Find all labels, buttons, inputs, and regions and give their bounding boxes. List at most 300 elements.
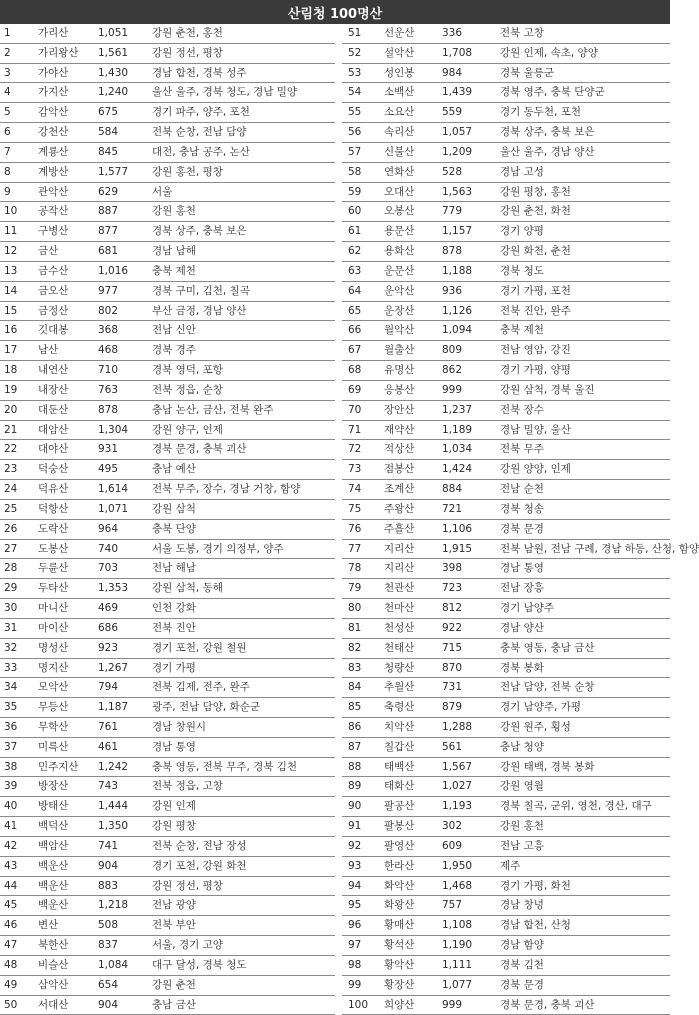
- table-row: [0, 896, 335, 916]
- altitude: 1,439: [442, 86, 473, 99]
- altitude: 741: [98, 839, 119, 852]
- row-number: 17: [4, 344, 18, 357]
- location: 강원 인제, 속초, 양양: [500, 46, 598, 59]
- mountain-name: 월출산: [384, 344, 415, 357]
- table-row: [0, 361, 335, 381]
- location: 전북 정읍, 고창: [152, 780, 223, 793]
- altitude: 1,071: [98, 502, 129, 515]
- mountain-name: 가리산: [38, 27, 69, 39]
- row-number: 30: [4, 602, 18, 615]
- row-number: 100: [348, 998, 369, 1011]
- altitude: 1,187: [98, 701, 129, 714]
- table-row: [0, 559, 335, 579]
- mountain-name: 방장산: [38, 780, 69, 793]
- row-number: 55: [348, 106, 362, 119]
- location: 경남 합천, 경북 성주: [152, 66, 247, 79]
- row-number: 90: [348, 800, 362, 813]
- altitude: 468: [98, 344, 119, 357]
- location: 경기 남양주, 가평: [500, 701, 582, 714]
- altitude: 1,016: [98, 264, 129, 277]
- row-number: 31: [4, 621, 18, 634]
- list-column-right: [342, 24, 699, 1011]
- mountain-name: 금오산: [38, 284, 69, 297]
- mountain-name: 마니산: [38, 602, 69, 615]
- table-row: [342, 599, 670, 619]
- table-row: [342, 321, 670, 341]
- location: 충남 금산: [152, 998, 196, 1011]
- table-row: [0, 540, 335, 560]
- altitude: 1,209: [442, 145, 473, 158]
- location: 강원 화천, 춘천: [500, 245, 571, 258]
- page-title: 산림청 100명산: [0, 0, 670, 24]
- altitude: 1,077: [442, 978, 473, 991]
- location: 전남 해남: [152, 562, 196, 575]
- table-row: [0, 758, 335, 778]
- mountain-name: 장안산: [384, 403, 415, 416]
- row-number: 92: [348, 839, 362, 852]
- row-number: 23: [4, 463, 18, 476]
- row-number: 65: [348, 304, 362, 317]
- mountain-name: 금정산: [38, 304, 69, 317]
- location: 경남 통영: [152, 740, 196, 753]
- mountain-name: 서대산: [38, 998, 69, 1011]
- row-number: 46: [4, 919, 18, 932]
- row-number: 73: [348, 463, 362, 476]
- location: 강원 춘천, 화천: [500, 205, 571, 218]
- table-row: [342, 440, 670, 460]
- location: 경기 가평, 포천: [500, 284, 571, 297]
- mountain-name: 화악산: [384, 879, 415, 892]
- location: 부산 금정, 경남 양산: [152, 304, 247, 317]
- row-number: 56: [348, 126, 362, 139]
- table-row: [342, 718, 670, 738]
- mountain-name: 응봉산: [384, 383, 415, 396]
- row-number: 34: [4, 681, 18, 694]
- list-column-left: [0, 24, 335, 1011]
- location: 전북 고창: [500, 27, 544, 39]
- row-number: 57: [348, 145, 362, 158]
- altitude: 812: [442, 602, 463, 615]
- table-row: [342, 639, 670, 659]
- table-row: [342, 738, 670, 758]
- location: 경남 남해: [152, 245, 196, 258]
- row-number: 29: [4, 582, 18, 595]
- mountain-name: 덕유산: [38, 483, 69, 496]
- row-number: 54: [348, 86, 362, 99]
- mountain-name: 오봉산: [384, 205, 415, 218]
- table-row: [0, 916, 335, 936]
- row-number: 85: [348, 701, 362, 714]
- altitude: 508: [98, 919, 119, 932]
- table-row: [0, 777, 335, 797]
- table-row: [0, 202, 335, 222]
- altitude: 715: [442, 641, 463, 654]
- row-number: 38: [4, 760, 18, 773]
- table-row: [342, 500, 670, 520]
- altitude: 740: [98, 542, 119, 555]
- altitude: 559: [442, 106, 463, 119]
- location: 전북 정읍, 순창: [152, 383, 223, 396]
- location: 경북 상주, 충북 보은: [500, 126, 595, 139]
- table-row: [0, 163, 335, 183]
- row-number: 51: [348, 27, 362, 39]
- mountain-name: 금산: [38, 245, 59, 258]
- row-number: 19: [4, 383, 18, 396]
- altitude: 845: [98, 145, 119, 158]
- row-number: 22: [4, 443, 18, 456]
- table-row: [0, 996, 335, 1015]
- altitude: 731: [442, 681, 463, 694]
- table-row: [0, 103, 335, 123]
- row-number: 11: [4, 225, 18, 238]
- location: 전북 무주, 장수, 경남 거창, 함양: [152, 483, 301, 496]
- altitude: 1,304: [98, 423, 129, 436]
- table-row: [0, 837, 335, 857]
- location: 대전, 충남 공주, 논산: [152, 145, 250, 158]
- table-row: [342, 956, 670, 976]
- table-row: [342, 202, 670, 222]
- altitude: 1,188: [442, 264, 473, 277]
- table-row: [342, 183, 670, 203]
- table-row: [342, 421, 670, 441]
- mountain-name: 남산: [38, 344, 59, 357]
- table-row: [342, 222, 670, 242]
- table-row: [342, 83, 670, 103]
- mountain-name: 백운산: [38, 859, 69, 872]
- location: 강원 원주, 횡성: [500, 720, 571, 733]
- table-row: [0, 817, 335, 837]
- row-number: 25: [4, 502, 18, 515]
- altitude: 1,027: [442, 780, 473, 793]
- location: 충북 영동, 충남 금산: [500, 641, 595, 654]
- mountain-name: 계룡산: [38, 145, 69, 158]
- table-row: [0, 698, 335, 718]
- location: 충북 제천: [500, 324, 544, 337]
- location: 경북 상주, 충북 보은: [152, 225, 247, 238]
- altitude: 1,126: [442, 304, 473, 317]
- altitude: 1,430: [98, 66, 129, 79]
- location: 전남 영암, 강진: [500, 344, 571, 357]
- location: 충북 단양: [152, 522, 196, 535]
- row-number: 77: [348, 542, 362, 555]
- row-number: 47: [4, 939, 18, 952]
- row-number: 42: [4, 839, 18, 852]
- mountain-name: 용화산: [384, 245, 415, 258]
- location: 전북 순창, 전남 장성: [152, 839, 247, 852]
- location: 경남 고성: [500, 165, 544, 178]
- location: 전북 김제, 전주, 완주: [152, 681, 250, 694]
- mountain-name: 변산: [38, 919, 59, 932]
- location: 경북 문경, 충북 괴산: [152, 443, 247, 456]
- location: 경북 칠곡, 군위, 영천, 경산, 대구: [500, 800, 652, 813]
- mountain-name: 백덕산: [38, 820, 69, 833]
- location: 전남 광양: [152, 899, 196, 912]
- table-row: [0, 222, 335, 242]
- altitude: 1,218: [98, 899, 129, 912]
- row-number: 99: [348, 978, 362, 991]
- location: 강원 삼척, 동해: [152, 582, 223, 595]
- row-number: 79: [348, 582, 362, 595]
- location: 강원 양양, 인제: [500, 463, 571, 476]
- mountain-name: 명지산: [38, 661, 69, 674]
- altitude: 1,424: [442, 463, 473, 476]
- mountain-name: 지리산: [384, 562, 415, 575]
- mountain-name: 도락산: [38, 522, 69, 535]
- row-number: 91: [348, 820, 362, 833]
- mountain-name: 운악산: [384, 284, 415, 297]
- table-row: [342, 262, 670, 282]
- location: 강원 평창, 홍천: [500, 185, 571, 198]
- table-row: [0, 381, 335, 401]
- location: 경기 포천, 강원 화천: [152, 859, 247, 872]
- altitude: 1,034: [442, 443, 473, 456]
- mountain-name: 가지산: [38, 86, 69, 99]
- table-row: [0, 718, 335, 738]
- location: 경북 영주, 충북 단양군: [500, 86, 605, 99]
- row-number: 28: [4, 562, 18, 575]
- mountain-name: 덕숭산: [38, 463, 69, 476]
- altitude: 862: [442, 364, 463, 377]
- location: 인천 강화: [152, 602, 196, 615]
- table-row: [342, 143, 670, 163]
- row-number: 16: [4, 324, 18, 337]
- mountain-name: 소요산: [384, 106, 415, 119]
- table-row: [342, 401, 670, 421]
- table-row: [0, 242, 335, 262]
- row-number: 50: [4, 998, 18, 1011]
- location: 강원 홍천: [500, 820, 544, 833]
- altitude: 877: [98, 225, 119, 238]
- location: 서울: [152, 185, 173, 198]
- mountain-name: 태백산: [384, 760, 415, 773]
- table-row: [0, 24, 335, 44]
- row-number: 68: [348, 364, 362, 377]
- row-number: 94: [348, 879, 362, 892]
- location: 전남 담양, 전북 순창: [500, 681, 595, 694]
- row-number: 32: [4, 641, 18, 654]
- altitude: 686: [98, 621, 119, 634]
- mountain-name: 백운산: [38, 879, 69, 892]
- row-number: 98: [348, 958, 362, 971]
- row-number: 89: [348, 780, 362, 793]
- row-number: 26: [4, 522, 18, 535]
- row-number: 2: [4, 46, 11, 59]
- table-row: [342, 559, 670, 579]
- mountain-name: 지리산: [384, 542, 415, 555]
- location: 울산 울주, 경남 양산: [500, 145, 595, 158]
- mountain-name: 덕항산: [38, 502, 69, 515]
- table-row: [0, 579, 335, 599]
- mountain-name: 조계산: [384, 483, 415, 496]
- mountain-name: 속리산: [384, 126, 415, 139]
- row-number: 35: [4, 701, 18, 714]
- table-row: [342, 103, 670, 123]
- location: 경북 문경: [500, 978, 544, 991]
- table-row: [342, 361, 670, 381]
- location: 충북 제천: [152, 264, 196, 277]
- altitude: 809: [442, 344, 463, 357]
- table-row: [342, 619, 670, 639]
- table-row: [0, 302, 335, 322]
- row-number: 49: [4, 978, 18, 991]
- table-row: [342, 758, 670, 778]
- altitude: 495: [98, 463, 119, 476]
- table-row: [0, 520, 335, 540]
- location: 전북 무주: [500, 443, 544, 456]
- mountain-name: 백암산: [38, 839, 69, 852]
- mountain-name: 강천산: [38, 126, 69, 139]
- mountain-name: 공작산: [38, 205, 69, 218]
- table-row: [342, 996, 670, 1015]
- table-row: [0, 599, 335, 619]
- table-row: [342, 540, 699, 560]
- location: 경남 양산: [500, 621, 544, 634]
- table-row: [342, 698, 670, 718]
- mountain-name: 주왕산: [384, 502, 415, 515]
- row-number: 10: [4, 205, 18, 218]
- mountain-name: 용문산: [384, 225, 415, 238]
- row-number: 20: [4, 403, 18, 416]
- mountain-name: 구병산: [38, 225, 69, 238]
- altitude: 1,561: [98, 46, 129, 59]
- altitude: 761: [98, 720, 119, 733]
- altitude: 1,577: [98, 165, 129, 178]
- altitude: 1,708: [442, 46, 473, 59]
- row-number: 95: [348, 899, 362, 912]
- row-number: 67: [348, 344, 362, 357]
- mountain-name: 천마산: [384, 602, 415, 615]
- row-number: 37: [4, 740, 18, 753]
- row-number: 76: [348, 522, 362, 535]
- altitude: 1,157: [442, 225, 473, 238]
- altitude: 528: [442, 165, 463, 178]
- mountain-name: 청량산: [384, 661, 415, 674]
- table-row: [342, 976, 670, 996]
- table-row: [342, 460, 670, 480]
- mountain-name: 황악산: [384, 958, 415, 971]
- table-row: [0, 460, 335, 480]
- altitude: 923: [98, 641, 119, 654]
- altitude: 629: [98, 185, 119, 198]
- row-number: 18: [4, 364, 18, 377]
- altitude: 584: [98, 126, 119, 139]
- row-number: 33: [4, 661, 18, 674]
- row-number: 97: [348, 939, 362, 952]
- row-number: 63: [348, 264, 362, 277]
- mountain-name: 유명산: [384, 364, 415, 377]
- altitude: 1,242: [98, 760, 129, 773]
- mountain-name: 두타산: [38, 582, 69, 595]
- location: 제주: [500, 859, 521, 872]
- location: 경기 남양주: [500, 602, 555, 615]
- mountain-name: 칠갑산: [384, 740, 415, 753]
- location: 전남 순천: [500, 483, 544, 496]
- altitude: 878: [98, 403, 119, 416]
- row-number: 21: [4, 423, 18, 436]
- altitude: 1,106: [442, 522, 473, 535]
- altitude: 878: [442, 245, 463, 258]
- row-number: 66: [348, 324, 362, 337]
- row-number: 6: [4, 126, 11, 139]
- table-row: [0, 738, 335, 758]
- altitude: 1,193: [442, 800, 473, 813]
- location: 강원 삼척: [152, 502, 196, 515]
- table-row: [0, 262, 335, 282]
- altitude: 1,468: [442, 879, 473, 892]
- table-row: [0, 282, 335, 302]
- location: 서울, 경기 고양: [152, 939, 223, 952]
- table-row: [0, 421, 335, 441]
- location: 전북 남원, 전남 구례, 경남 하동, 산청, 함양: [500, 542, 699, 555]
- table-row: [342, 817, 670, 837]
- table-row: [342, 877, 670, 897]
- table-row: [0, 143, 335, 163]
- altitude: 675: [98, 106, 119, 119]
- table-row: [0, 401, 335, 421]
- altitude: 710: [98, 364, 119, 377]
- table-row: [0, 500, 335, 520]
- mountain-name: 팔공산: [384, 800, 415, 813]
- mountain-name: 대암산: [38, 423, 69, 436]
- mountain-name: 도봉산: [38, 542, 69, 555]
- location: 경북 구미, 김천, 칠곡: [152, 284, 250, 297]
- table-row: [342, 579, 670, 599]
- location: 경남 통영: [500, 562, 544, 575]
- mountain-name: 마이산: [38, 621, 69, 634]
- table-row: [342, 659, 670, 679]
- mountain-name: 천태산: [384, 641, 415, 654]
- row-number: 74: [348, 483, 362, 496]
- location: 경기 가평, 화천: [500, 879, 571, 892]
- row-number: 62: [348, 245, 362, 258]
- location: 경남 창원시: [152, 720, 207, 733]
- row-number: 3: [4, 66, 11, 79]
- location: 전남 장흥: [500, 582, 544, 595]
- row-number: 48: [4, 958, 18, 971]
- mountain-name: 가야산: [38, 66, 69, 79]
- table-row: [0, 44, 335, 64]
- location: 전남 신안: [152, 324, 196, 337]
- altitude: 837: [98, 939, 119, 952]
- row-number: 80: [348, 602, 362, 615]
- table-row: [0, 976, 335, 996]
- location: 충남 예산: [152, 463, 196, 476]
- altitude: 977: [98, 284, 119, 297]
- location: 경북 문경, 충북 괴산: [500, 998, 595, 1011]
- altitude: 1,237: [442, 403, 473, 416]
- mountain-name: 민주지산: [38, 760, 79, 773]
- location: 경북 청송: [500, 502, 544, 515]
- mountain-name: 두륜산: [38, 562, 69, 575]
- mountain-name: 태화산: [384, 780, 415, 793]
- row-number: 15: [4, 304, 18, 317]
- mountain-name: 무학산: [38, 720, 69, 733]
- location: 대구 달성, 경북 청도: [152, 958, 247, 971]
- altitude: 794: [98, 681, 119, 694]
- altitude: 1,915: [442, 542, 473, 555]
- location: 전북 장수: [500, 403, 544, 416]
- table-row: [342, 44, 670, 64]
- altitude: 763: [98, 383, 119, 396]
- altitude: 922: [442, 621, 463, 634]
- altitude: 469: [98, 602, 119, 615]
- table-row: [0, 936, 335, 956]
- altitude: 1,267: [98, 661, 129, 674]
- table-row: [342, 936, 670, 956]
- location: 서울 도봉, 경기 의정부, 양주: [152, 542, 284, 555]
- altitude: 1,094: [442, 324, 473, 337]
- location: 경북 영덕, 포항: [152, 364, 223, 377]
